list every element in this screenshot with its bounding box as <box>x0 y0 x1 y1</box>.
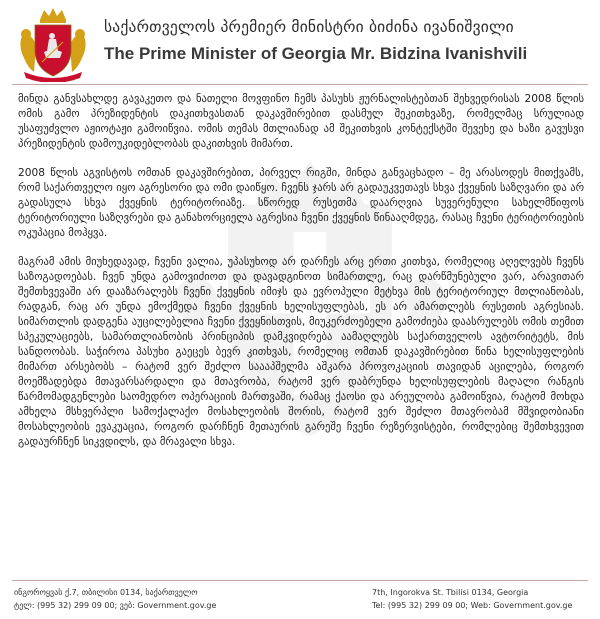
footer-contacts-en: Tel: (995 32) 299 09 00; Web: Government.gov.ge <box>372 601 573 610</box>
footer-address-ka: ინგოროყვას ქ.7, თბილისი 0134, საქართველო <box>14 588 198 597</box>
footer-english <box>372 586 572 612</box>
coat-of-arms-icon <box>16 6 90 82</box>
header-divider <box>12 84 588 85</box>
paragraph-1: მინდა განვსახლდე გავაკეთო და ნათელი მოვფინო ჩემს პასუხს ჟურნალისტებთან შეხვედრისას 2008 წლის ომის გამო პრეზიდენტის დაკითხვასთან დაკავშირებით დასმულ შეკითხვაზე, რომელმაც სრულიად უსაფუძვლო აჟიოტაჟი გამოიწვია. ომის თემას მთლიანად ამ შეკითხვის კონტექსტში შევეხე და ხაზი გავუსვი პრეზიდენტის დამოუკიდებლობას დაკითხვის მიმართ. <box>18 93 584 150</box>
paragraph-2: 2008 წლის აგვისტოს ომთან დაკავშირებით, პირველ რიგში, მინდა განვაცხადო – მე არასოდეს მითქვამს, რომ საქართველო იყო აგრესორი და ომი დაიწყო. ჩვენს ჯარს არ გადაუკვეთავს სხვა ქვეყნის საზღვარი და არ გადასულა სხვა ქვეყნის ტერიტორიაზე. სწორედ რუსეთმა დაარღვია სუვერენული სახელმწიფოს ტერიტორიული საზღვრები და განახორციელა აგრესია ჩვენი ქვეყნის წინააღმდეგ, რასაც ჩვენი ტერიტორიების ოკუპაცია მოჰყვა. <box>18 167 584 239</box>
title-english: The Prime Minister of Georgia Mr. Bidzina Ivanishvili <box>104 44 528 63</box>
title-georgian: საქართველოს პრემიერ მინისტრი ბიძინა ივანიშვილი <box>104 18 514 36</box>
paragraph-3: მაგრამ ამის მიუხედავად, ჩვენი ვალია, უპასუხოდ არ დარჩეს არც ერთი კითხვა, რომელიც აღელვებს ჩვენს საზოგადოებას. ჩვენ უნდა გამოვიძიოთ და დავადგინოთ სიმართლე, რაც დარწმუნებული ვარ, არავითარ შემთხვევაში არ დააზარალებს ჩვენი ქვეყნის იმიჯს და ევროპული მეტხვა მის ტერიტორიულ მთლიანობას, რადგან, რაც არ უნდა ემოქმედა ჩვენი ქვეყნის ხელისუფლებას, ეს არ ამართლებს რუსეთის აგრესიას. სიმართლის დადგენა აუცილებელია ჩვენი ქვეყნისთვის, მიუკერძოებელი გამოძიება დაასრულებს ომის თემით სპეკულაციებს, სამართლიანობის პრინციპის დამკვიდრება აამაღლებს საქართველოს ავტორიტეტს, მის სანდოობას. საჭიროა პასუხი გაეცეს ბევრ კითხვას, რომელიც ომთან დაკავშირებით წინა ხელისუფლების მიმართ არსებობს – რატომ ვერ შეძლო საააპშელმა აშკარა პროვოკაციის თავიდან აცილება, როგორ მოემზადებდა მთავარსარდალი და მთავრობა, რატომ ვერ დაბრუნდა ხელისუფლების მაღალი რანგის წარმომადგენლები საომედრო ოპერაციის მართვაში, რამაც ქაოსი და არეულობა გამოიწვია, რატომ მოხდა ამხელა მსხვერპლი სამოქალაქო მოსახლეობის შორის, რატომ ვერ შეძლო მთავრობამ მშვიდობიანი მოსახლეობის ევაკუაცია, როგორ დარჩნენ მეთაურის გარეშე ჩვენი რეზერვისტები, რომლებიც შემთხვევით გადაურჩნენ სიკვდილს, და მრავალი სხვა. <box>18 256 584 448</box>
statement-body <box>18 92 584 464</box>
footer-address-en: 7th, Ingorokva St. Tbilisi 0134, Georgia <box>372 588 529 597</box>
footer-divider <box>12 580 588 581</box>
footer-georgian <box>14 586 216 612</box>
footer-contacts-ka: ტელ: (995 32) 299 09 00; ვებ: Government.gov.ge <box>14 601 217 610</box>
letterhead <box>0 0 600 82</box>
